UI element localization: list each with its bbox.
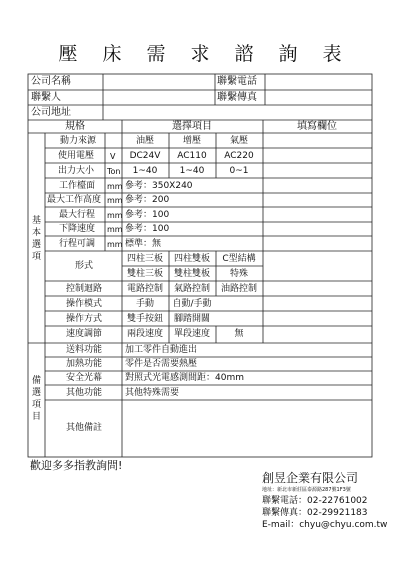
- row-down-speed-label: 下降速度: [59, 224, 96, 234]
- max-stroke-unit: mm: [107, 211, 123, 220]
- page-title: 壓 床 需 求 諮 詢 表: [58, 43, 342, 65]
- down-speed-unit: mm: [107, 225, 123, 234]
- optional-light-curtain-value: 對照式光電感測間距：40mm: [125, 373, 244, 383]
- table-size-unit: mm: [107, 182, 123, 191]
- company-phone: 聯繫電話：02-22761002: [262, 496, 368, 506]
- optional-remarks-label: 其他備註: [65, 423, 103, 433]
- down-speed-ref: 參考：100: [125, 224, 170, 234]
- contact-person-label: 聯繫人: [31, 92, 61, 103]
- option-output-hydraulic[interactable]: 1~40: [132, 166, 158, 176]
- option-two-col-three-plate[interactable]: 雙柱三板: [126, 269, 164, 279]
- contact-fax-label: 聯繫傳真: [217, 92, 257, 103]
- optional-other-func-value: 其他特殊需要: [125, 388, 180, 398]
- company-email: E-mail：chyu@chyu.com.tw: [262, 520, 388, 530]
- company-name-label: 公司名稱: [31, 76, 71, 87]
- row-control-label: 控制迴路: [65, 284, 103, 294]
- option-output-pneumatic[interactable]: 0~1: [229, 166, 249, 176]
- company-address-label: 公司地址: [31, 107, 71, 118]
- section-basic-label: 基 本 選 項: [32, 216, 42, 262]
- option-single-speed[interactable]: 單段速度: [173, 329, 211, 339]
- option-two-hand-button[interactable]: 雙手按鈕: [126, 314, 164, 324]
- option-hydraulic-control[interactable]: 油路控制: [220, 284, 258, 294]
- welcome-text: 歡迎多多指教詢問!: [30, 459, 123, 472]
- option-ac110[interactable]: AC110: [177, 151, 207, 161]
- stroke-adj-unit: mm: [107, 240, 123, 249]
- optional-feed-label: 送料功能: [65, 345, 103, 355]
- option-dc24v[interactable]: DC24V: [129, 151, 161, 161]
- contact-phone-label: 聯繫電話: [217, 76, 257, 87]
- option-booster[interactable]: 增壓: [182, 136, 202, 146]
- option-two-speed[interactable]: 兩段速度: [126, 329, 164, 339]
- row-voltage-label: 使用電壓: [58, 151, 95, 161]
- optional-heat-label: 加熱功能: [65, 359, 103, 369]
- row-op-mode-label: 操作模式: [65, 299, 103, 309]
- option-four-col-two-plate[interactable]: 四柱雙板: [173, 254, 211, 264]
- row-max-height-label: 最大工作高度: [47, 195, 102, 205]
- option-two-col-two-plate[interactable]: 雙柱雙板: [173, 269, 211, 279]
- company-name: 創昱企業有限公司: [262, 471, 359, 485]
- optional-heat-value: 零件是否需要熱壓: [125, 359, 198, 369]
- option-output-booster[interactable]: 1~40: [179, 166, 205, 176]
- row-stroke-adj-label: 行程可調: [59, 239, 96, 249]
- option-four-col-three-plate[interactable]: 四柱三板: [126, 254, 164, 264]
- row-op-method-label: 操作方式: [65, 314, 103, 324]
- row-speed-adj-label: 速度調節: [65, 329, 103, 339]
- row-max-stroke-label: 最大行程: [59, 210, 96, 220]
- option-ac220[interactable]: AC220: [224, 151, 254, 161]
- row-power-source-label: 動力來源: [60, 136, 97, 146]
- option-c-frame[interactable]: C型結構: [222, 254, 256, 264]
- column-fill-header: 填寫欄位: [297, 121, 337, 132]
- optional-feed-value: 加工零件自動進出: [125, 345, 198, 355]
- option-hydraulic[interactable]: 油壓: [135, 136, 155, 146]
- option-foot-switch[interactable]: 腳踏開關: [173, 314, 211, 324]
- max-height-ref: 參考：200: [125, 195, 170, 205]
- max-height-unit: mm: [107, 196, 123, 205]
- stroke-adj-ref: 標準：無: [125, 239, 162, 249]
- voltage-unit: V: [110, 152, 116, 161]
- section-optional-label: 備 選 項 目: [32, 376, 42, 422]
- option-auto-manual[interactable]: 自動/手動: [172, 299, 212, 309]
- option-electric-control[interactable]: 電路控制: [126, 284, 164, 294]
- column-spec-header: 規格: [65, 121, 85, 132]
- column-select-header: 選擇項目: [172, 121, 212, 132]
- row-form-label: 形式: [74, 261, 94, 271]
- option-no-speed-adj[interactable]: 無: [234, 329, 244, 339]
- output-unit: Ton: [107, 167, 121, 176]
- row-output-label: 出力大小: [58, 166, 95, 176]
- max-stroke-ref: 參考：100: [125, 210, 170, 220]
- option-pneumatic[interactable]: 氣壓: [229, 136, 249, 146]
- company-fax: 聯繫傳真：02-29921183: [262, 508, 368, 518]
- optional-light-curtain-label: 安全光幕: [65, 373, 103, 383]
- row-table-size-label: 工作檯面: [59, 181, 96, 191]
- option-special[interactable]: 特殊: [229, 269, 249, 279]
- company-address: 地址：新北市新莊區泰源路287號1F3號: [262, 487, 351, 493]
- option-manual[interactable]: 手動: [135, 299, 155, 309]
- table-size-ref: 參考：350X240: [125, 181, 193, 191]
- option-pneumatic-control[interactable]: 氣路控制: [173, 284, 211, 294]
- optional-other-func-label: 其他功能: [65, 388, 103, 398]
